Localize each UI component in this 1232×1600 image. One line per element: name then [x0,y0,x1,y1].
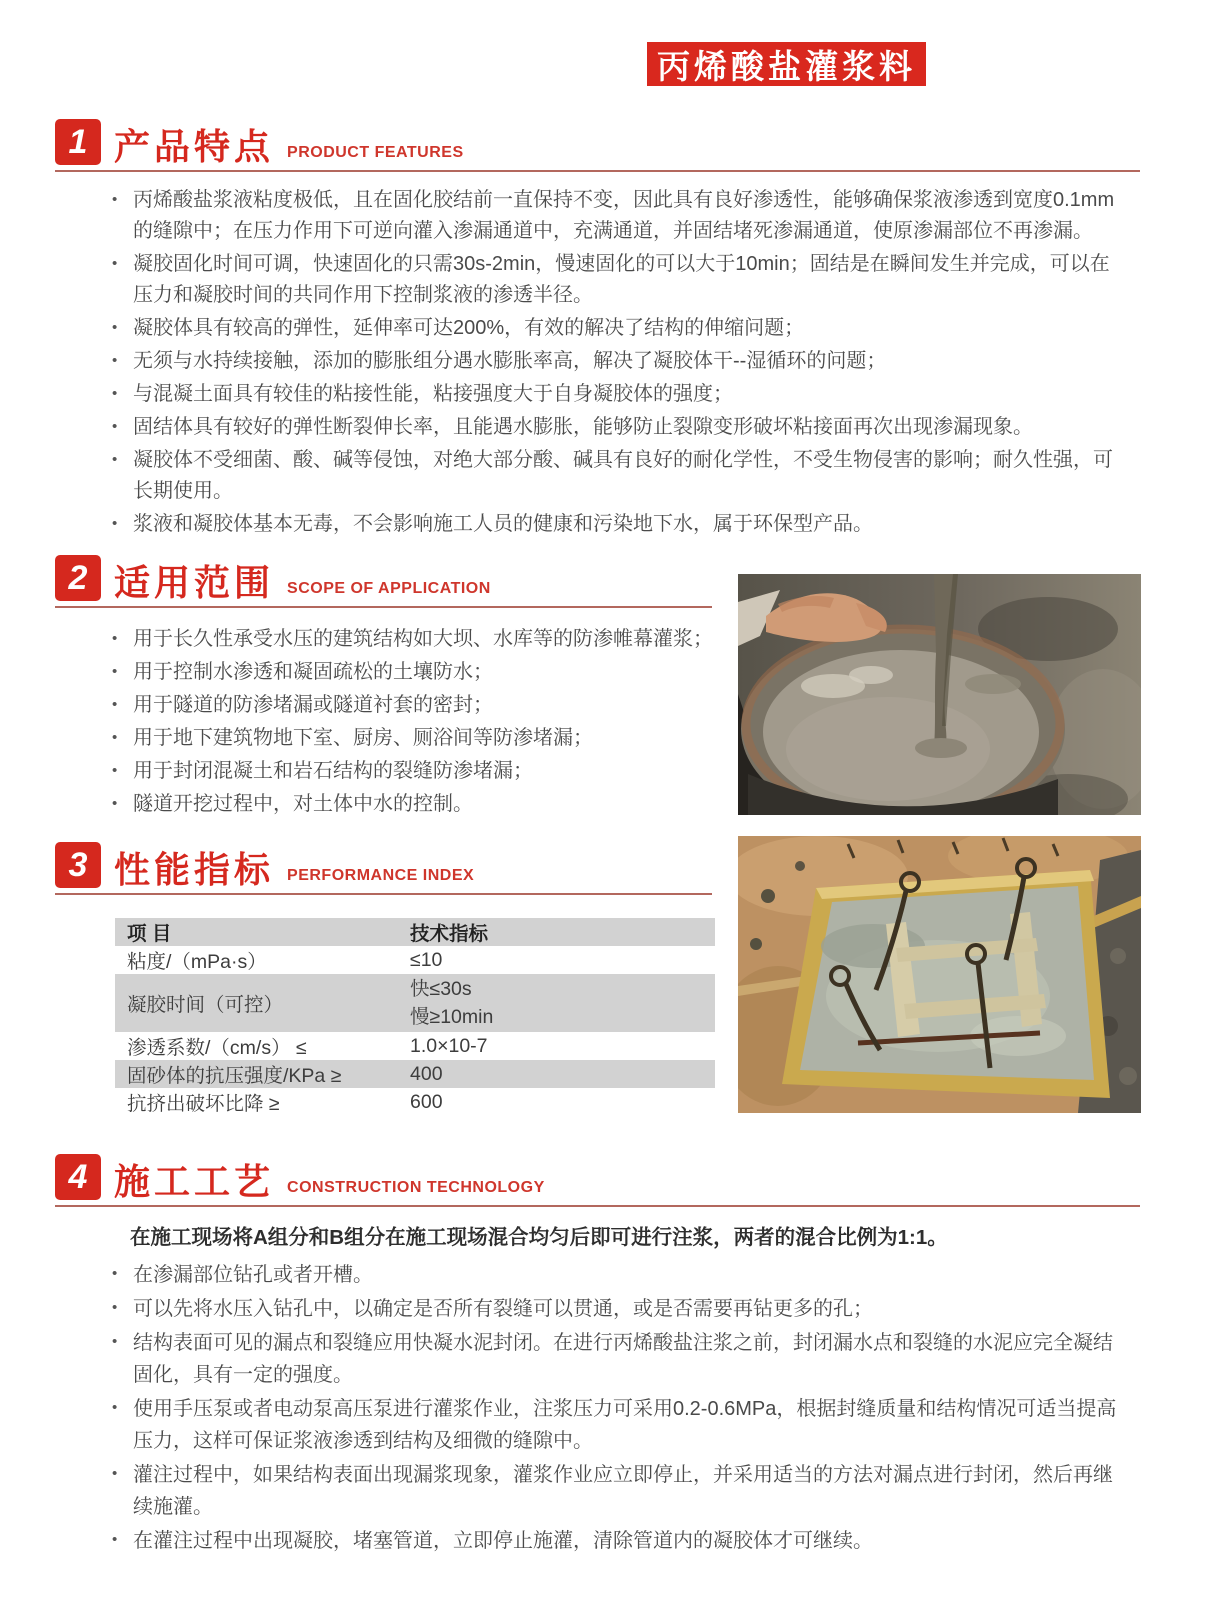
section-scope-of-application [55,556,1140,822]
construction-bullet: • 灌注过程中，如果结构表面出现漏浆现象，灌浆作业应立即停止，并采用适当的方法对漏点进行封闭，然后再继续施灌。 [110,1459,1125,1523]
application-bullet: • 用于控制水渗透和凝固疏松的土壤防水； [110,657,725,688]
application-bullet: • 隧道开挖过程中，对土体中水的控制。 [110,789,725,820]
table-row [115,1060,715,1088]
section-title-en: PRODUCT FEATURES [287,144,464,161]
application-list [110,624,725,820]
section-title-en: PERFORMANCE INDEX [287,867,475,884]
grout-mixing-photo [738,574,1141,815]
table-row [115,974,715,1032]
application-bullet: • 用于长久性承受水压的建筑结构如大坝、水库等的防渗帷幕灌浆； [110,624,725,655]
table-cell-item: 粘度/（mPa·s） [127,951,267,973]
table-row [115,1032,715,1060]
construction-bullet: • 可以先将水压入钻孔中，以确定是否所有裂缝可以贯通，或是否需要再钻更多的孔； [110,1293,1125,1325]
table-header-row [115,918,715,946]
application-bullet: • 用于地下建筑物地下室、厨房、厕浴间等防渗堵漏； [110,723,725,754]
section-header-features [55,120,1140,172]
section-product-features [55,120,1140,542]
section-title-zh: 适用范围 [114,562,275,603]
construction-bullet: • 使用手压泵或者电动泵高压泵进行灌浆作业，注浆压力可采用0.2-0.6MPa，根据封缝质量和结构情况可适当提高压力，这样可保证浆液渗透到结构及细微的缝隙中。 [110,1393,1125,1457]
table-header-value: 技术指标 [410,923,489,945]
application-bullet: • 用于封闭混凝土和岩石结构的裂缝防渗堵漏； [110,756,725,787]
feature-bullet: • 固结体具有较好的弹性断裂伸长率，且能遇水膨胀，能够防止裂隙变形破坏粘接面再次出现渗漏现象。 [110,412,1122,443]
feature-bullet: • 凝胶体不受细菌、酸、碱等侵蚀，对绝大部分酸、碱具有良好的耐化学性，不受生物侵害的影响；耐久性强，可长期使用。 [110,445,1122,507]
feature-bullet: • 凝胶体具有较高的弹性，延伸率可达200%，有效的解决了结构的伸缩问题； [110,313,1122,344]
section-construction-technology [55,1155,1140,1559]
table-cell-item: 渗透系数/（cm/s） ≤ [127,1037,307,1059]
table-cell-value: 400 [410,1062,443,1085]
section-title-zh: 施工工艺 [114,1161,275,1202]
table-cell-value: 1.0×10-7 [410,1034,488,1057]
table-cell-value: 600 [410,1090,443,1113]
section-title-zh: 性能指标 [114,849,275,890]
section-title-zh: 产品特点 [114,126,275,167]
table-header-item: 项 目 [127,923,172,945]
section-title-en: SCOPE OF APPLICATION [287,580,491,597]
application-bullet: • 用于隧道的防渗堵漏或隧道衬套的密封； [110,690,725,721]
section-number-badge: 2 [55,555,101,601]
table-row [115,1088,715,1116]
table-cell-value [410,975,715,1031]
feature-bullet: • 凝胶固化时间可调，快速固化的只需30s-2min，慢速固化的可以大于10min；固结是在瞬间发生并完成，可以在压力和凝胶时间的共同作用下控制浆液的渗透半径。 [110,249,1122,311]
feature-bullet: • 丙烯酸盐浆液粘度极低，且在固化胶结前一直保持不变，因此具有良好渗透性，能够确保浆液渗透到宽度0.1mm的缝隙中；在压力作用下可逆向灌入渗漏通道中，充满通道，并固结堵死渗漏通道，使原渗漏部位不再渗漏。 [110,185,1122,247]
table-cell-item: 抗挤出破坏比降 ≥ [127,1093,280,1115]
construction-bullet: • 结构表面可见的漏点和裂缝应用快凝水泥封闭。在进行丙烯酸盐注浆之前，封闭漏水点和裂缝的水泥应完全凝结固化，具有一定的强度。 [110,1327,1125,1391]
section-number-badge: 3 [55,842,101,888]
section-header-construction [55,1155,1140,1207]
section-header-application [55,556,712,608]
construction-intro: 在施工现场将A组分和B组分在施工现场混合均匀后即可进行注浆，两者的混合比例为1:1。 [130,1226,948,1249]
feature-bullet: • 浆液和凝胶体基本无毒，不会影响施工人员的健康和污染地下水，属于环保型产品。 [110,509,1122,540]
table-cell-item: 固砂体的抗压强度/KPa ≥ [127,1065,342,1087]
construction-list [110,1259,1125,1557]
section-number-badge: 1 [55,119,101,165]
feature-bullet: • 无须与水持续接触，添加的膨胀组分遇水膨胀率高，解决了凝胶体干--湿循环的问题； [110,346,1122,377]
features-list [110,185,1122,540]
performance-table [115,918,715,1116]
table-cell-item: 凝胶时间（可控） [127,994,284,1016]
feature-bullet: • 与混凝土面具有较佳的粘接性能，粘接强度大于自身凝胶体的强度； [110,379,1122,410]
concrete-formwork-photo [738,836,1141,1113]
section-header-performance [55,843,712,895]
table-cell-value: ≤10 [410,948,443,971]
construction-bullet: • 在渗漏部位钻孔或者开槽。 [110,1259,1125,1291]
product-title-banner: 丙烯酸盐灌浆料 [647,42,926,86]
table-row [115,946,715,974]
table-cell-value-line: 慢≥10min [410,1006,494,1028]
construction-bullet: • 在灌注过程中出现凝胶，堵塞管道，立即停止施灌，清除管道内的凝胶体才可继续。 [110,1525,1125,1557]
section-title-en: CONSTRUCTION TECHNOLOGY [287,1179,545,1196]
table-cell-value-line: 快≤30s [410,978,472,1000]
section-performance-index [55,843,1140,1116]
section-number-badge: 4 [55,1154,101,1200]
